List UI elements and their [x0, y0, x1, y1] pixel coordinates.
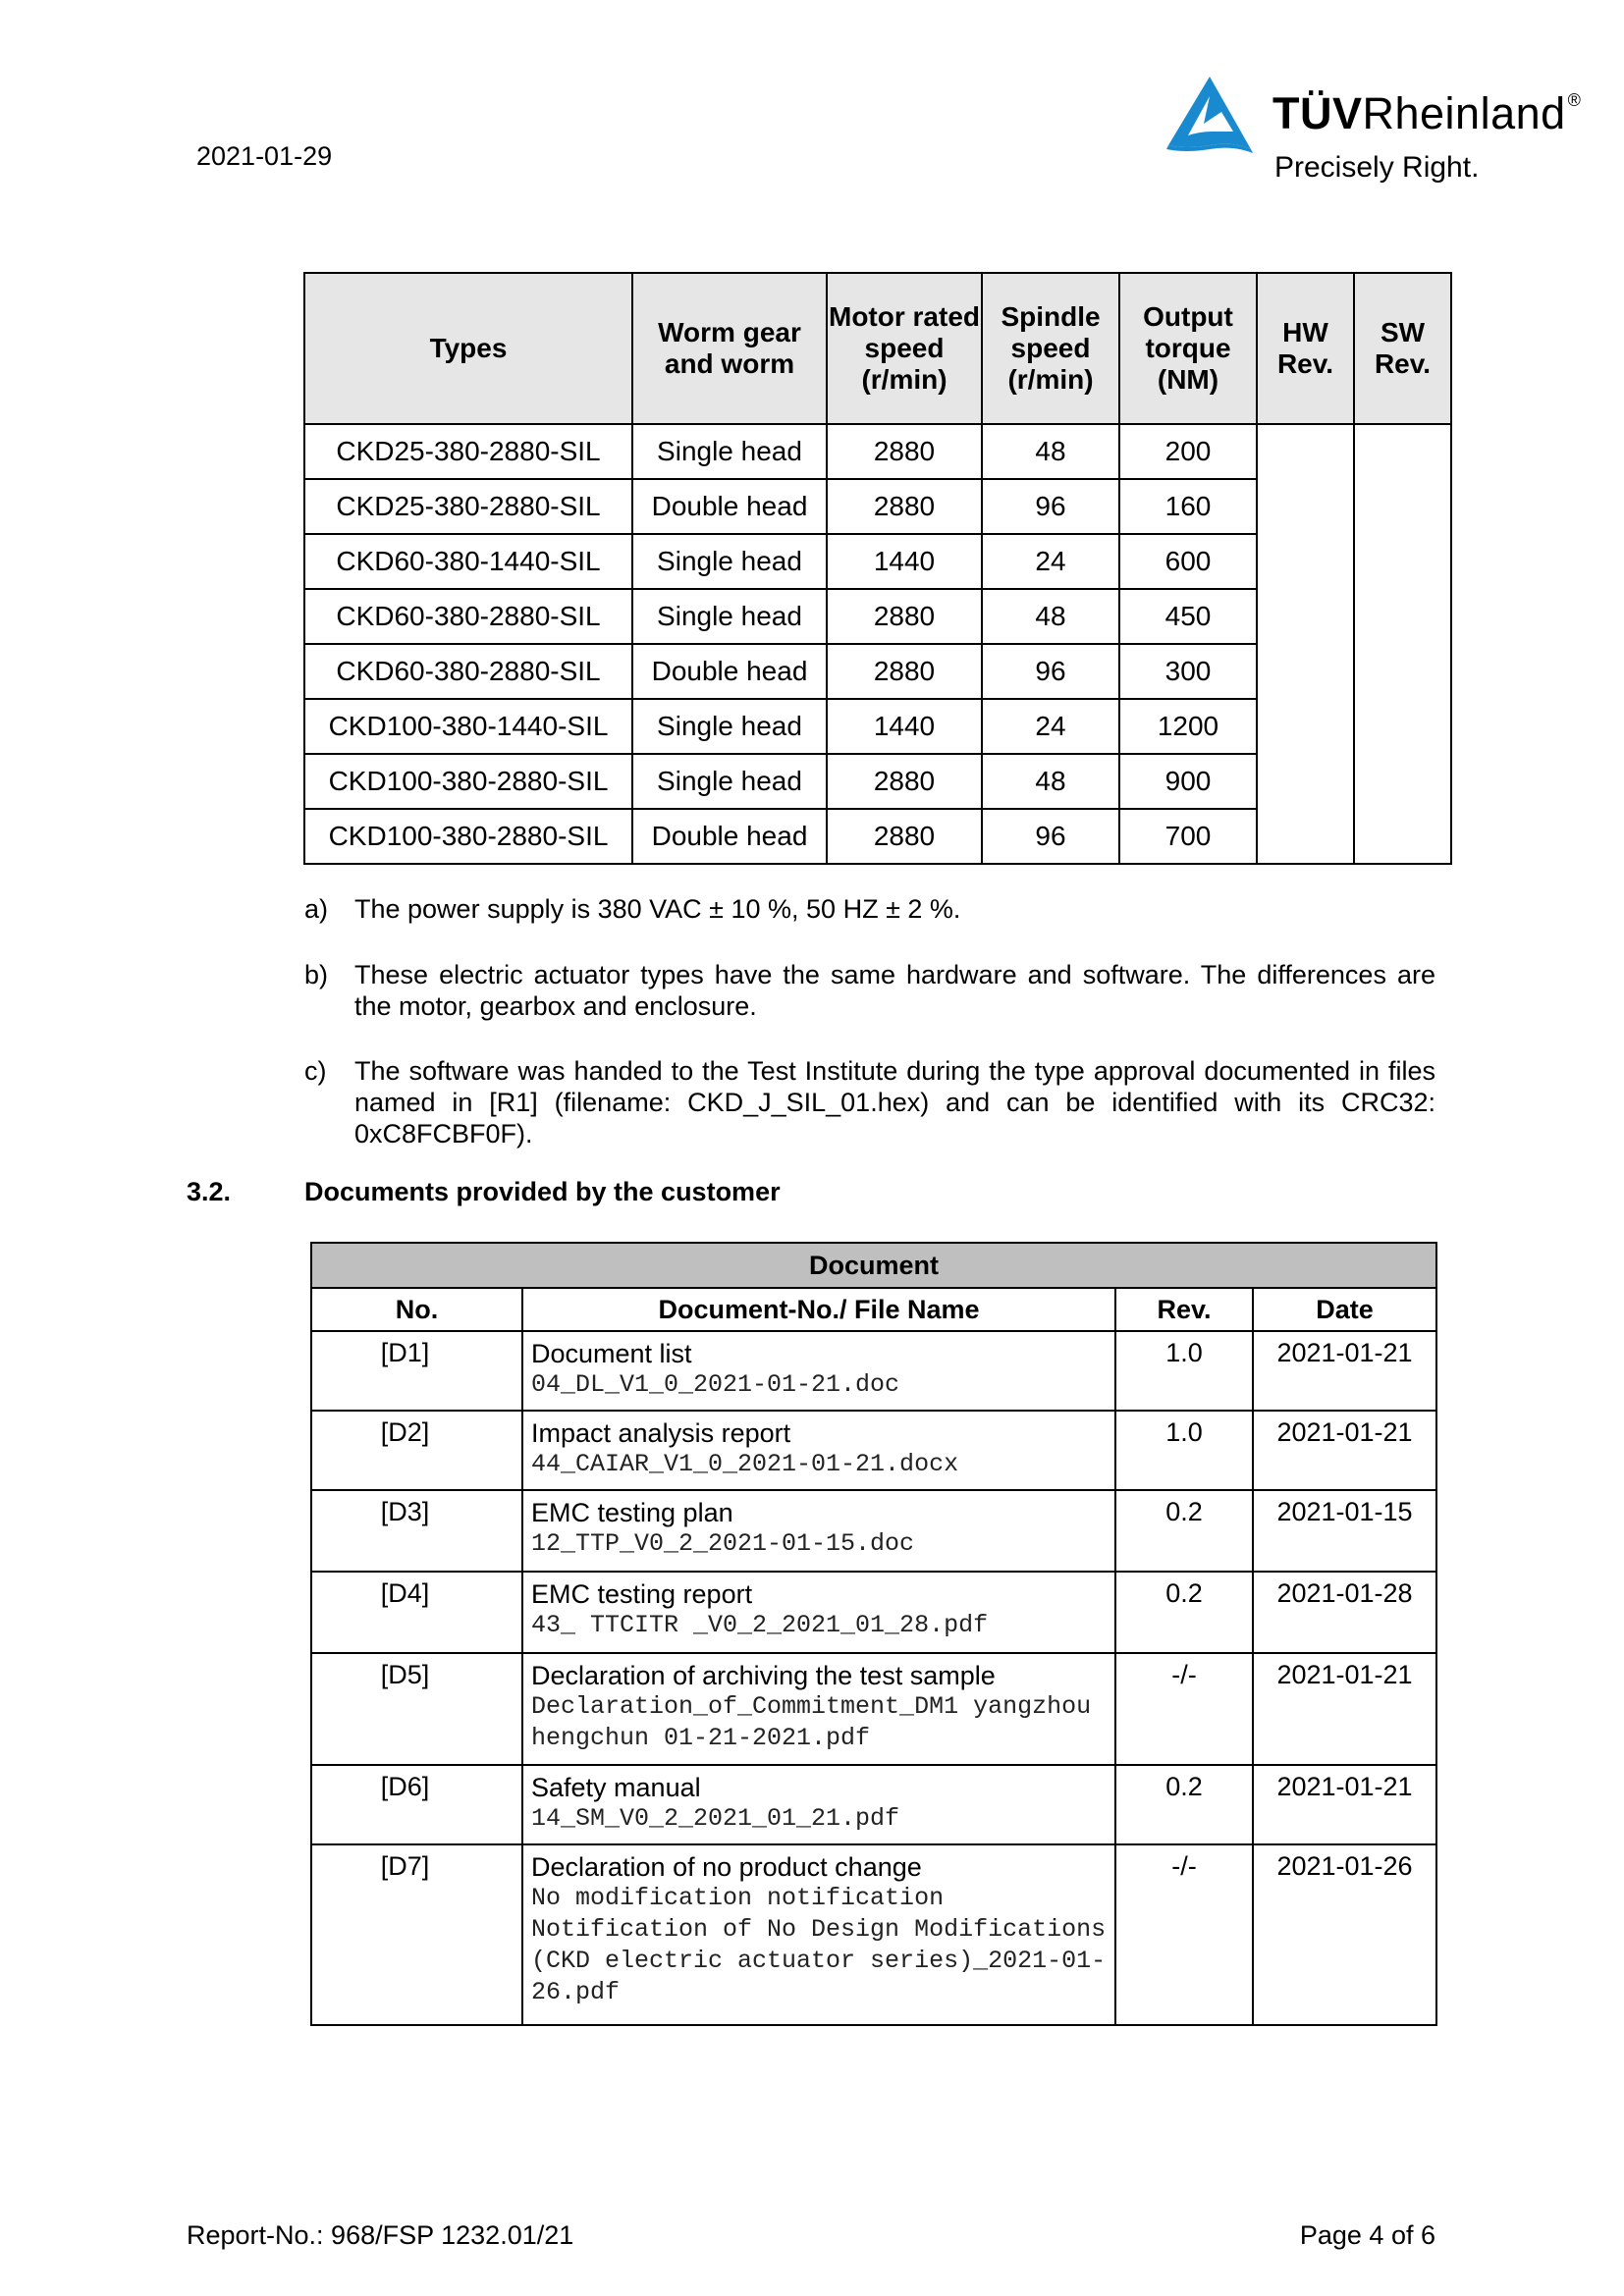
document-id: [D3] [311, 1490, 522, 1572]
document-id: [D7] [311, 1844, 522, 2025]
document-revision: 1.0 [1115, 1331, 1253, 1411]
column-header: Rev. [1115, 1288, 1253, 1331]
document-id: [D4] [311, 1572, 522, 1653]
document-revision: 1.0 [1115, 1411, 1253, 1490]
document-revision: 0.2 [1115, 1490, 1253, 1572]
table-cell: 1440 [827, 534, 982, 589]
document-date: 2021-01-21 [1253, 1331, 1436, 1411]
note-label: b) [304, 960, 329, 989]
document-name-cell [522, 1653, 1115, 1765]
table-cell: 2880 [827, 589, 982, 644]
table-cell: Single head [632, 699, 827, 754]
tuv-rheinland-logo [1164, 75, 1597, 192]
table-cell: 1440 [827, 699, 982, 754]
document-date: 2021-01-29 [196, 141, 333, 171]
table-header-row [304, 273, 1451, 424]
document-date: 2021-01-21 [1253, 1653, 1436, 1765]
column-header: No. [311, 1288, 522, 1331]
document-name-cell [522, 1331, 1115, 1411]
note-item [304, 893, 1435, 925]
sw-rev-cell [1354, 424, 1451, 864]
table-cell: CKD25-380-2880-SIL [304, 479, 632, 534]
documents-table [310, 1242, 1437, 2026]
table-cell: 450 [1119, 589, 1257, 644]
document-title: EMC testing report [531, 1579, 753, 1609]
document-id: [D6] [311, 1765, 522, 1844]
file-name: No modification notification [531, 1884, 945, 1912]
table-cell: 96 [982, 479, 1119, 534]
document-date: 2021-01-26 [1253, 1844, 1436, 2025]
file-name: 43_ TTCITR _V0_2_2021_01_28.pdf [531, 1611, 989, 1639]
hw-rev-cell [1257, 424, 1354, 864]
column-header: SW Rev. [1354, 273, 1451, 424]
table-cell: 2880 [827, 754, 982, 809]
logo-tagline: Precisely Right. [1274, 151, 1480, 184]
column-header: Document-No./ File Name [522, 1288, 1115, 1331]
note-text: The power supply is 380 VAC ± 10 %, 50 HZ ± 2 %. [354, 894, 961, 924]
document-title: Declaration of archiving the test sample [531, 1661, 996, 1690]
table-cell: 2880 [827, 809, 982, 864]
logo-brand-text: TÜVRheinland ® [1272, 88, 1582, 138]
document-date: 2021-01-21 [1253, 1411, 1436, 1490]
table-cell: Double head [632, 809, 827, 864]
note-item [304, 959, 1435, 1022]
document-revision: -/- [1115, 1653, 1253, 1765]
document-name-cell [522, 1844, 1115, 2025]
document-id: [D2] [311, 1411, 522, 1490]
document-id: [D5] [311, 1653, 522, 1765]
table-cell: CKD100-380-2880-SIL [304, 809, 632, 864]
file-name: Notification of No Design Modifications (CKD electric actuator series)_2021-01-26.pdf [531, 1915, 1107, 2006]
table-row [311, 1572, 1436, 1653]
document-date: 2021-01-28 [1253, 1572, 1436, 1653]
table-cell: 200 [1119, 424, 1257, 479]
column-header: Date [1253, 1288, 1436, 1331]
document-title: Safety manual [531, 1773, 701, 1802]
table-cell: CKD25-380-2880-SIL [304, 424, 632, 479]
file-name: 14_SM_V0_2_2021_01_21.pdf [531, 1804, 900, 1833]
table-row [311, 1490, 1436, 1572]
table-row [311, 1331, 1436, 1411]
table-cell: CKD60-380-2880-SIL [304, 589, 632, 644]
note-item [304, 1055, 1435, 1149]
file-name: 04_DL_V1_0_2021-01-21.doc [531, 1370, 900, 1399]
table-cell: 900 [1119, 754, 1257, 809]
document-revision: 0.2 [1115, 1765, 1253, 1844]
table-cell: Single head [632, 534, 827, 589]
table-row [311, 1765, 1436, 1844]
table-cell: 2880 [827, 479, 982, 534]
column-header: Worm gear and worm [632, 273, 827, 424]
table-cell: Double head [632, 479, 827, 534]
note-text: These electric actuator types have the same hardware and software. The differences are the motor, gearbox and enclosure. [354, 960, 1435, 1021]
document-title: Impact analysis report [531, 1418, 791, 1448]
table-cell: 2880 [827, 424, 982, 479]
document-id: [D1] [311, 1331, 522, 1411]
table-cell: 96 [982, 809, 1119, 864]
table-cell: 300 [1119, 644, 1257, 699]
table-cell: Single head [632, 424, 827, 479]
table-cell: 2880 [827, 644, 982, 699]
table-cell: CKD100-380-1440-SIL [304, 699, 632, 754]
table-cell: 48 [982, 424, 1119, 479]
document-revision: -/- [1115, 1844, 1253, 2025]
document-date: 2021-01-21 [1253, 1765, 1436, 1844]
document-date: 2021-01-15 [1253, 1490, 1436, 1572]
table-row [304, 424, 1451, 479]
actuator-types-table [303, 272, 1452, 865]
report-number: Report-No.: 968/FSP 1232.01/21 [187, 2220, 574, 2250]
document-title: Document list [531, 1339, 692, 1368]
tuv-triangle-icon [1164, 75, 1255, 155]
table-cell: 48 [982, 754, 1119, 809]
column-header: HW Rev. [1257, 273, 1354, 424]
table-row [311, 1844, 1436, 2025]
table-cell: 600 [1119, 534, 1257, 589]
document-title: EMC testing plan [531, 1498, 733, 1527]
file-name: 44_CAIAR_V1_0_2021-01-21.docx [531, 1450, 959, 1478]
table-caption: Document [311, 1243, 1436, 1288]
note-label: a) [304, 894, 329, 924]
section-number: 3.2. [187, 1177, 232, 1206]
table-cell: 24 [982, 534, 1119, 589]
section-title: Documents provided by the customer [304, 1177, 781, 1206]
table-cell: Single head [632, 754, 827, 809]
table-cell: CKD60-380-2880-SIL [304, 644, 632, 699]
page-number: Page 4 of 6 [1299, 2220, 1435, 2250]
note-text: The software was handed to the Test Institute during the type approval documented in files named in [R1] (filename: CKD_J_SIL_01.hex) and can be identified with its CRC32: 0xC8FCBF0F). [354, 1056, 1435, 1148]
table-cell: CKD100-380-2880-SIL [304, 754, 632, 809]
table-cell: 48 [982, 589, 1119, 644]
table-cell: CKD60-380-1440-SIL [304, 534, 632, 589]
document-name-cell [522, 1572, 1115, 1653]
note-label: c) [304, 1056, 327, 1086]
column-header: Motor rated speed (r/min) [827, 273, 982, 424]
file-name: Declaration_of_Commitment_DM1 yangzhou hengchun 01-21-2021.pdf [531, 1692, 1092, 1752]
table-cell: 96 [982, 644, 1119, 699]
column-header: Spindle speed (r/min) [982, 273, 1119, 424]
table-row [311, 1411, 1436, 1490]
file-name: 12_TTP_V0_2_2021-01-15.doc [531, 1529, 915, 1558]
table-row [311, 1653, 1436, 1765]
table-cell: Single head [632, 589, 827, 644]
document-title: Declaration of no product change [531, 1852, 922, 1882]
table-header-row [311, 1288, 1436, 1331]
table-cell: 1200 [1119, 699, 1257, 754]
table-cell: 160 [1119, 479, 1257, 534]
document-name-cell [522, 1490, 1115, 1572]
table-cell: 24 [982, 699, 1119, 754]
table-cell: Double head [632, 644, 827, 699]
document-name-cell [522, 1411, 1115, 1490]
document-name-cell [522, 1765, 1115, 1844]
document-revision: 0.2 [1115, 1572, 1253, 1653]
column-header: Output torque (NM) [1119, 273, 1257, 424]
column-header: Types [304, 273, 632, 424]
table-cell: 700 [1119, 809, 1257, 864]
